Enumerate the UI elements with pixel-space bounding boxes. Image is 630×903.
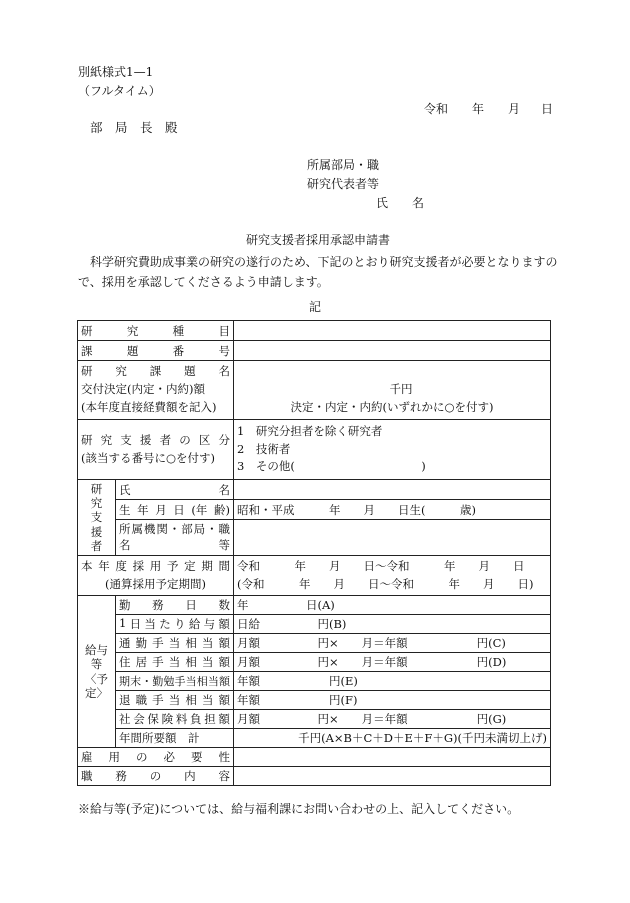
work-days-label: 勤 務 日 数: [119, 598, 230, 612]
date-era: 令和: [424, 102, 449, 116]
retirement-value[interactable]: 年額 円(F): [234, 691, 551, 710]
affiliation-field[interactable]: [234, 520, 551, 556]
housing-label: 住 居 手 当 相 当 額: [119, 655, 230, 669]
application-form-table: [77, 320, 551, 786]
necessity-field[interactable]: [234, 748, 551, 767]
bonus-label: 期 末 ・ 勤 勉 手 当 相 当 額: [119, 675, 230, 688]
addressee: 部 局 長 殿: [90, 120, 178, 135]
birth-label: 生 年 月 日 (年 齢): [119, 502, 230, 517]
grant-choice: 決定・内定・内約(いずれかに○を付す): [290, 399, 494, 414]
supporter-name-field[interactable]: [234, 480, 551, 500]
social-insurance-value[interactable]: 月額 円× 月＝年額 円(G): [234, 710, 551, 729]
period-sub-value[interactable]: (令和 年 月 日～令和 年 月 日): [237, 576, 534, 591]
date-day: 日: [541, 102, 554, 116]
row-project-title-grant: [78, 361, 551, 420]
research-type-field[interactable]: [234, 321, 551, 341]
row-work-days: [78, 596, 551, 615]
row-category: [78, 420, 551, 480]
row-social-insurance: [78, 710, 551, 729]
annual-total-value[interactable]: 千円(A×B＋C＋D＋E＋F＋G)(千円未満切上げ): [234, 729, 551, 748]
affiliation-label-2: 名 等: [119, 537, 230, 552]
grant-label: 交付決定(内定・内約)額: [81, 382, 205, 397]
project-title-label: 研 究 課 題 名: [81, 364, 230, 379]
row-commute: [78, 634, 551, 653]
footnote: ※給与等(予定)については、給与福利課にお問い合わせの上、記入してください。: [78, 802, 520, 816]
grant-note: (本年度直接経費額を記入): [81, 399, 217, 414]
applicant-rep: 研究代表者等: [307, 177, 380, 191]
row-necessity: [78, 748, 551, 767]
form-code: 別紙様式1—1: [78, 65, 154, 79]
project-number-field[interactable]: [234, 341, 551, 361]
document-title: 研究支援者採用承認申請書: [246, 233, 391, 247]
row-period: [78, 556, 551, 596]
row-annual-total: [78, 729, 551, 748]
date-month: 月: [508, 102, 521, 116]
salary-group-label: 給与 等 〈予 定〉: [85, 642, 108, 700]
necessity-label: 雇 用 の 必 要 性: [81, 750, 230, 764]
row-bonus: [78, 672, 551, 691]
body-text-line1: 科学研究費助成事業の研究の遂行のため、下記のとおり研究支援者が必要となりますの: [78, 255, 558, 269]
project-number-label: 課 題 番 号: [81, 343, 230, 358]
daily-pay-value[interactable]: 日給 円(B): [234, 615, 551, 634]
duty-field[interactable]: [234, 767, 551, 786]
category-option-1[interactable]: 1 研究分担者を除く研究者: [237, 423, 383, 438]
category-label: 研 究 支 援 者 の 区 分: [81, 432, 230, 447]
grant-unit: 千円: [389, 382, 413, 397]
row-supporter-affiliation: [78, 520, 551, 556]
form-type: （フルタイム）: [78, 84, 161, 98]
retirement-label: 退 職 手 当 相 当 額: [119, 693, 230, 707]
row-research-type: [78, 321, 551, 341]
housing-value[interactable]: 月額 円× 月＝年額 円(D): [234, 653, 551, 672]
row-housing: [78, 653, 551, 672]
date-year: 年: [472, 102, 485, 116]
ki-heading: 記: [309, 300, 322, 314]
category-note: (該当する番号に○を付す): [81, 450, 216, 465]
annual-total-label: 年間所要額 計: [116, 729, 234, 748]
research-type-label: 研 究 種 目: [81, 323, 230, 338]
supporter-group-label: 研 究 支 援 者: [90, 481, 114, 554]
affiliation-label-1: 所 属 機 関 ・ 部 局 ・ 職: [119, 521, 230, 536]
project-title-field[interactable]: [237, 363, 547, 381]
body-text-line2: で、採用を承認してくださるよう申請します。: [78, 275, 329, 289]
category-option-2[interactable]: 2 技術者: [237, 441, 291, 456]
period-label: 本 年 度 採 用 予 定 期 間: [81, 558, 230, 573]
birth-value[interactable]: 昭和・平成 年 月 日生( 歳): [234, 500, 551, 520]
row-supporter-birth: [78, 500, 551, 520]
period-value[interactable]: 令和 年 月 日～令和 年 月 日: [237, 558, 525, 573]
row-daily-pay: [78, 615, 551, 634]
bonus-value[interactable]: 年額 円(E): [234, 672, 551, 691]
commute-value[interactable]: 月額 円× 月＝年額 円(C): [234, 634, 551, 653]
daily-pay-label: 1 日 当 た り 給 与 額: [119, 616, 230, 631]
row-supporter-name: [78, 480, 551, 500]
social-insurance-label: 社 会 保 険 料 負 担 額: [119, 712, 230, 726]
applicant-dept: 所属部局・職: [307, 158, 380, 172]
commute-label: 通 勤 手 当 相 当 額: [119, 636, 230, 650]
name-label: 氏 名: [119, 482, 230, 497]
row-project-number: [78, 341, 551, 361]
row-retirement: [78, 691, 551, 710]
category-option-3[interactable]: 3 その他( ): [237, 459, 426, 474]
work-days-value[interactable]: 年 日(A): [234, 596, 551, 615]
row-duty: [78, 767, 551, 786]
applicant-name: 氏 名: [376, 196, 425, 210]
duty-label: 職 務 の 内 容: [81, 769, 230, 783]
period-sub-label: (通算採用予定期間): [105, 576, 206, 591]
